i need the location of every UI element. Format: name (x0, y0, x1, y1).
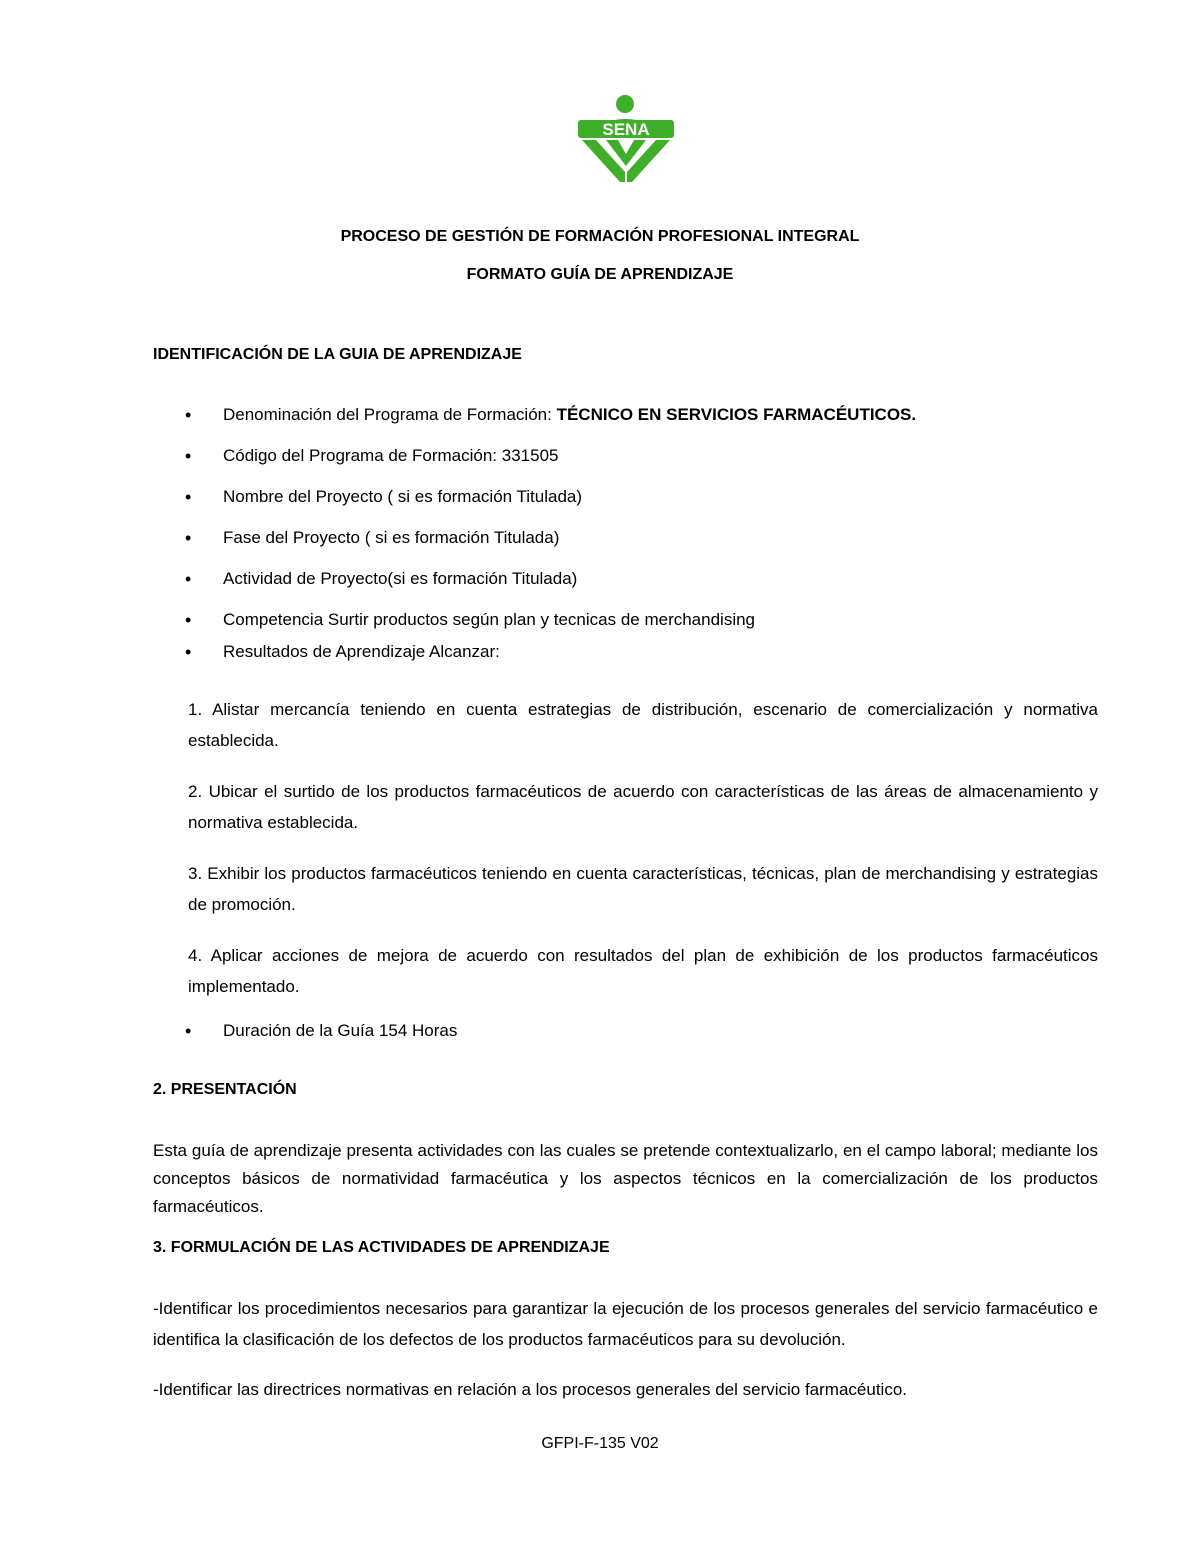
list-item: • Código del Programa de Formación: 331505 (153, 446, 1103, 466)
resultado-item: 1. Alistar mercancía teniendo en cuenta estrategias de distribución, escenario de comercialización y normativa establecida. (188, 700, 1098, 750)
resultado-item: 3. Exhibir los productos farmacéuticos teniendo en cuenta características, técnicas, plan de merchandising y estrategias de promoción. (188, 864, 1098, 914)
footer-code: GFPI-F-135 V02 (541, 1435, 659, 1452)
section-title-presentacion: 2. PRESENTACIÓN (153, 1081, 297, 1098)
actividad-item: -Identificar los procedimientos necesarios para garantizar la ejecución de los procesos generales del servicio farmacéutico e identifica la clasificación de los defectos de los productos farmacéuticos para su devolución. (153, 1299, 1098, 1349)
svg-text:SENA: SENA (602, 120, 650, 139)
header-line-1: PROCESO DE GESTIÓN DE FORMACIÓN PROFESIONAL INTEGRAL (340, 228, 860, 245)
list-item: • Nombre del Proyecto ( si es formación Titulada) (153, 487, 1103, 507)
resultado-item: 2. Ubicar el surtido de los productos farmacéuticos de acuerdo con características de las áreas de almacenamiento y normativa establecida. (188, 782, 1098, 832)
section-title-identificacion: IDENTIFICACIÓN DE LA GUIA DE APRENDIZAJE (153, 346, 522, 363)
section-title-formulacion: 3. FORMULACIÓN DE LAS ACTIVIDADES DE APRENDIZAJE (153, 1239, 610, 1256)
duracion-list (153, 1021, 1103, 1041)
list-item: • Competencia Surtir productos según plan y tecnicas de merchandising (153, 610, 1103, 630)
resultado-item: 4. Aplicar acciones de mejora de acuerdo con resultados del plan de exhibición de los productos farmacéuticos implementado. (188, 946, 1098, 996)
list-item: • Fase del Proyecto ( si es formación Titulada) (153, 528, 1103, 548)
resultados-list (188, 694, 1098, 1022)
list-item: • Duración de la Guía 154 Horas (153, 1021, 1103, 1041)
list-item: • Actividad de Proyecto(si es formación Titulada) (153, 569, 1103, 589)
list-item: • Resultados de Aprendizaje Alcanzar: (153, 642, 1103, 662)
header-line-2: FORMATO GUÍA DE APRENDIZAJE (466, 266, 734, 283)
identification-list (153, 405, 1103, 683)
actividad-item: -Identificar las directrices normativas en relación a los procesos generales del servicio farmacéutico. (153, 1380, 908, 1399)
presentacion-text: Esta guía de aprendizaje presenta actividades con las cuales se pretende contextualizarlo, en el campo laboral; mediante los conceptos básicos de normatividad farmacéutica y los aspectos técnicos en la comercialización de los productos farmacéuticos. (153, 1141, 1098, 1216)
list-item: • Denominación del Programa de Formación: TÉCNICO EN SERVICIOS FARMACÉUTICOS. (153, 405, 1103, 425)
sena-logo (576, 92, 676, 186)
